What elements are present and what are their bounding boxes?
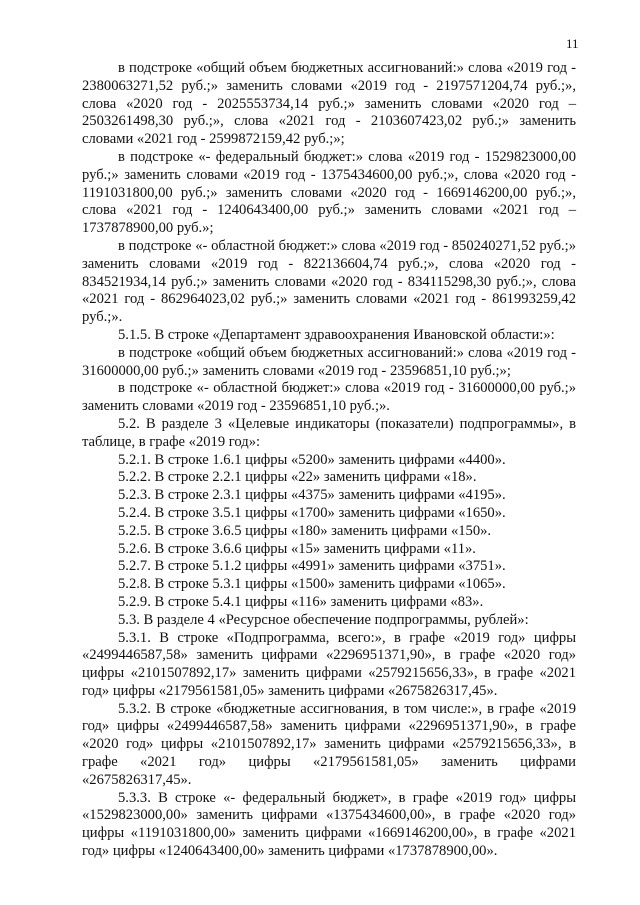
paragraph-5-2: 5.2. В разделе 3 «Целевые индикаторы (показатели) подпрограммы», в таблице, в графе «2019 год»:: [82, 415, 576, 450]
paragraph-5-3-1: 5.3.1. В строке «Подпрограмма, всего:», в графе «2019 год» цифры «2499446587,58» заменить цифрами «2296951371,90», в графе «2020 год» цифры «2101507892,17» заменить цифрами «2579215656,33», в графе «2021 год» цифры «2179561581,05» заменить цифрами «2675826317,45».: [82, 629, 576, 699]
paragraph-5-2-5: 5.2.5. В строке 3.6.5 цифры «180» заменить цифрами «150».: [118, 522, 492, 539]
paragraph-5-2-3: 5.2.3. В строке 2.3.1 цифры «4375» заменить цифрами «4195».: [118, 487, 506, 504]
paragraph-5-2-1: 5.2.1. В строке 1.6.1 цифры «5200» заменить цифрами «4400».: [118, 451, 506, 468]
paragraph-5-2-8: 5.2.8. В строке 5.3.1 цифры «1500» заменить цифрами «1065».: [118, 576, 506, 593]
paragraph-health-budget-total: в подстроке «общий объем бюджетных ассигнований:» слова «2019 год - 31600000,00 руб.;» заменить словами «2019 год - 23596851,10 руб.;»;: [82, 344, 576, 379]
page-number: 11: [566, 36, 579, 51]
paragraph-budget-total: в подстроке «общий объем бюджетных ассигнований:» слова «2019 год - 2380063271,52 руб.;» заменить словами «2019 год - 2197571204,74 руб.;», слова «2020 год - 2025553734,14 руб.;» заменить словами «2020 год – 2503261498,30 руб.;», слова «2021 год - 2103607423,02 руб.;» заменить словами «2021 год - 2599872159,42 руб.;»;: [82, 60, 576, 148]
paragraph-regional-budget: в подстроке «- областной бюджет:» слова «2019 год - 850240271,52 руб.;» заменить словами «2019 год - 822136604,74 руб.;», слова «2020 год - 834521934,14 руб.;» заменить словами «2020 год - 834115298,30 руб.;», слова «2021 год - 862964023,02 руб.;» заменить словами «2021 год - 861993259,42 руб.;».: [82, 237, 576, 326]
paragraph-5-2-9: 5.2.9. В строке 5.4.1 цифры «116» заменить цифрами «83».: [118, 593, 484, 610]
paragraph-5-3: 5.3. В разделе 4 «Ресурсное обеспечение подпрограммы, рублей»:: [118, 611, 529, 628]
paragraph-5-2-7: 5.2.7. В строке 5.1.2 цифры «4991» заменить цифрами «3751».: [118, 558, 506, 575]
document-body: [82, 60, 576, 861]
paragraph-5-2-2: 5.2.2. В строке 2.2.1 цифры «22» заменить цифрами «18».: [118, 469, 477, 486]
paragraph-5-3-2: 5.3.2. В строке «бюджетные ассигнования, в том числе:», в графе «2019 год» цифры «2499446587,58» заменить цифрами «2296951371,90», в графе «2020 год» цифры «2101507892,17» заменить цифрами «2579215656,33», в графе «2021 год» цифры «2179561581,05» заменить цифрами «2675826317,45».: [82, 700, 576, 788]
paragraph-5-3-3: 5.3.3. В строке «- федеральный бюджет», в графе «2019 год» цифры «1529823000,00» заменить цифрами «1375434600,00», в графе «2020 год» цифры «1191031800,00» заменить цифрами «1669146200,00», в графе «2021 год» цифры «1240643400,00» заменить цифрами «1737878900,00».: [82, 789, 576, 860]
paragraph-5-2-6: 5.2.6. В строке 3.6.6 цифры «15» заменить цифрами «11».: [118, 540, 476, 557]
paragraph-5-1-5: 5.1.5. В строке «Департамент здравоохранения Ивановской области:»:: [118, 326, 555, 343]
paragraph-federal-budget: в подстроке «- федеральный бюджет:» слова «2019 год - 1529823000,00 руб.;» заменить словами «2019 год - 1375434600,00 руб.;», слова «2020 год - 1191031800,00 руб.;» заменить словами «2020 год - 1669146200,00 руб.;», слова «2021 год - 1240643400,00 руб.;» заменить словами «2021 год – 1737878900,00 руб.»;: [82, 148, 576, 237]
paragraph-5-2-4: 5.2.4. В строке 3.5.1 цифры «1700» заменить цифрами «1650».: [118, 504, 506, 521]
paragraph-health-regional-budget: в подстроке «- областной бюджет:» слова «2019 год - 31600000,00 руб.;» заменить словами «2019 год - 23596851,10 руб.;».: [82, 380, 576, 415]
